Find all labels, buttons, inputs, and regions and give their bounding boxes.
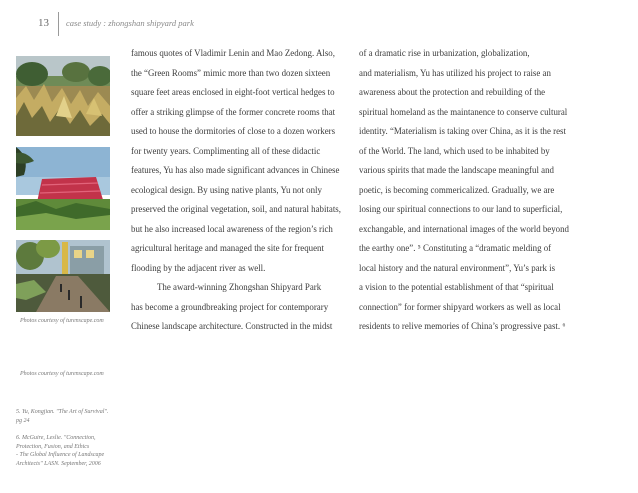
park-photo-red-pavilion [16, 147, 110, 230]
footnote-5-line: 5. Yu, Kongjian. "The Art of Survival". [16, 409, 109, 415]
page-number: 13 [38, 17, 49, 29]
body-line: poetic, is becoming commericalized. Gradually, we are [359, 184, 555, 195]
body-line: losing our spiritual connections to our land to superficial, [359, 204, 563, 214]
body-line: exchangable, and international images of the world beyond [359, 223, 569, 234]
header-title: case study : zhongshan shipyard park [66, 18, 194, 28]
body-line: the earthy one”. ⁵ Constituting a “dramatic melding of [359, 243, 552, 253]
footnote-6-line: Architects" LASN. September, 2006 [16, 460, 101, 467]
body-line: square feet areas enclosed in eight-foot vertical hedges to [131, 87, 335, 97]
body-line: of a dramatic rise in urbanization, globalization, [359, 48, 530, 58]
body-line: ecological design. By using native plants, Yu not only [131, 184, 322, 195]
body-column-left [131, 44, 363, 337]
footnote-6 [16, 434, 124, 468]
footnote-5 [16, 408, 124, 425]
body-line: features, Yu has also made significant advances in Chinese [131, 165, 340, 175]
body-line: used to house the dormitories of close to a dozen workers [131, 126, 336, 136]
park-photo-boardwalk [16, 240, 110, 312]
body-line: connection” for former shipyard workers as well as local [359, 301, 561, 312]
body-line: preserved the original vegetation, soil, and natural habitats, [131, 204, 341, 214]
body-line: residents to relive memories of China’s progressive past. ⁶ [359, 321, 566, 331]
body-line: has become a groundbreaking project for contemporary [131, 301, 329, 312]
park-photo-grasses [16, 56, 110, 136]
body-line: various spirits that made the landscape meaningful and [359, 165, 554, 175]
body-line: agricultural heritage and managed the site for frequent [131, 243, 324, 253]
body-column-right [359, 44, 589, 337]
footnote-6-line: Protection, Fusion, and Ethics [16, 443, 90, 450]
body-line: famous quotes of Vladimir Lenin and Mao Zedong. Also, [131, 48, 335, 58]
photo-credit-2: Photos courtesy of turenscape.com [20, 371, 104, 377]
body-line: spiritual homeland as the maintanence to conserve cultural [359, 106, 568, 117]
body-line: flooding by the adjacent river as well. [131, 262, 266, 273]
body-line: and materialism, Yu has utilized his project to raise an [359, 67, 551, 78]
body-line: identity. “Materialism is taking over China, as it is the rest [359, 126, 566, 136]
body-line: the “Green Rooms” mimic more than two dozen sixteen [131, 67, 331, 78]
body-line: for twenty years. Complimenting all of these didactic [131, 145, 321, 156]
body-line: of the World. The land, which used to be inhabited by [359, 145, 550, 156]
body-line: local history and the natural environment”, Yu’s park is [359, 262, 556, 273]
footnote-6-line: 6. McGuire, Leslie. "Connection, [16, 435, 96, 441]
body-line: awareness about the protection and rebuilding of the [359, 87, 546, 97]
footnote-5-line: pg 24 [16, 417, 30, 424]
body-line: The award-winning Zhongshan Shipyard Park [157, 282, 322, 292]
body-line: Chinese landscape architecture. Constructed in the midst [131, 321, 333, 331]
photo-credit-1: Photos courtesy of turenscape.com [20, 318, 104, 324]
body-line: but he also increased local awareness of the region’s rich [131, 223, 333, 234]
body-line: offer a striking glimpse of the former concrete rooms that [131, 106, 336, 117]
body-line: a vision to the potential establishment of that “spiritual [359, 282, 554, 292]
footnote-6-line: - The Global Influence of Landscape [16, 452, 105, 458]
header-divider [58, 12, 59, 36]
